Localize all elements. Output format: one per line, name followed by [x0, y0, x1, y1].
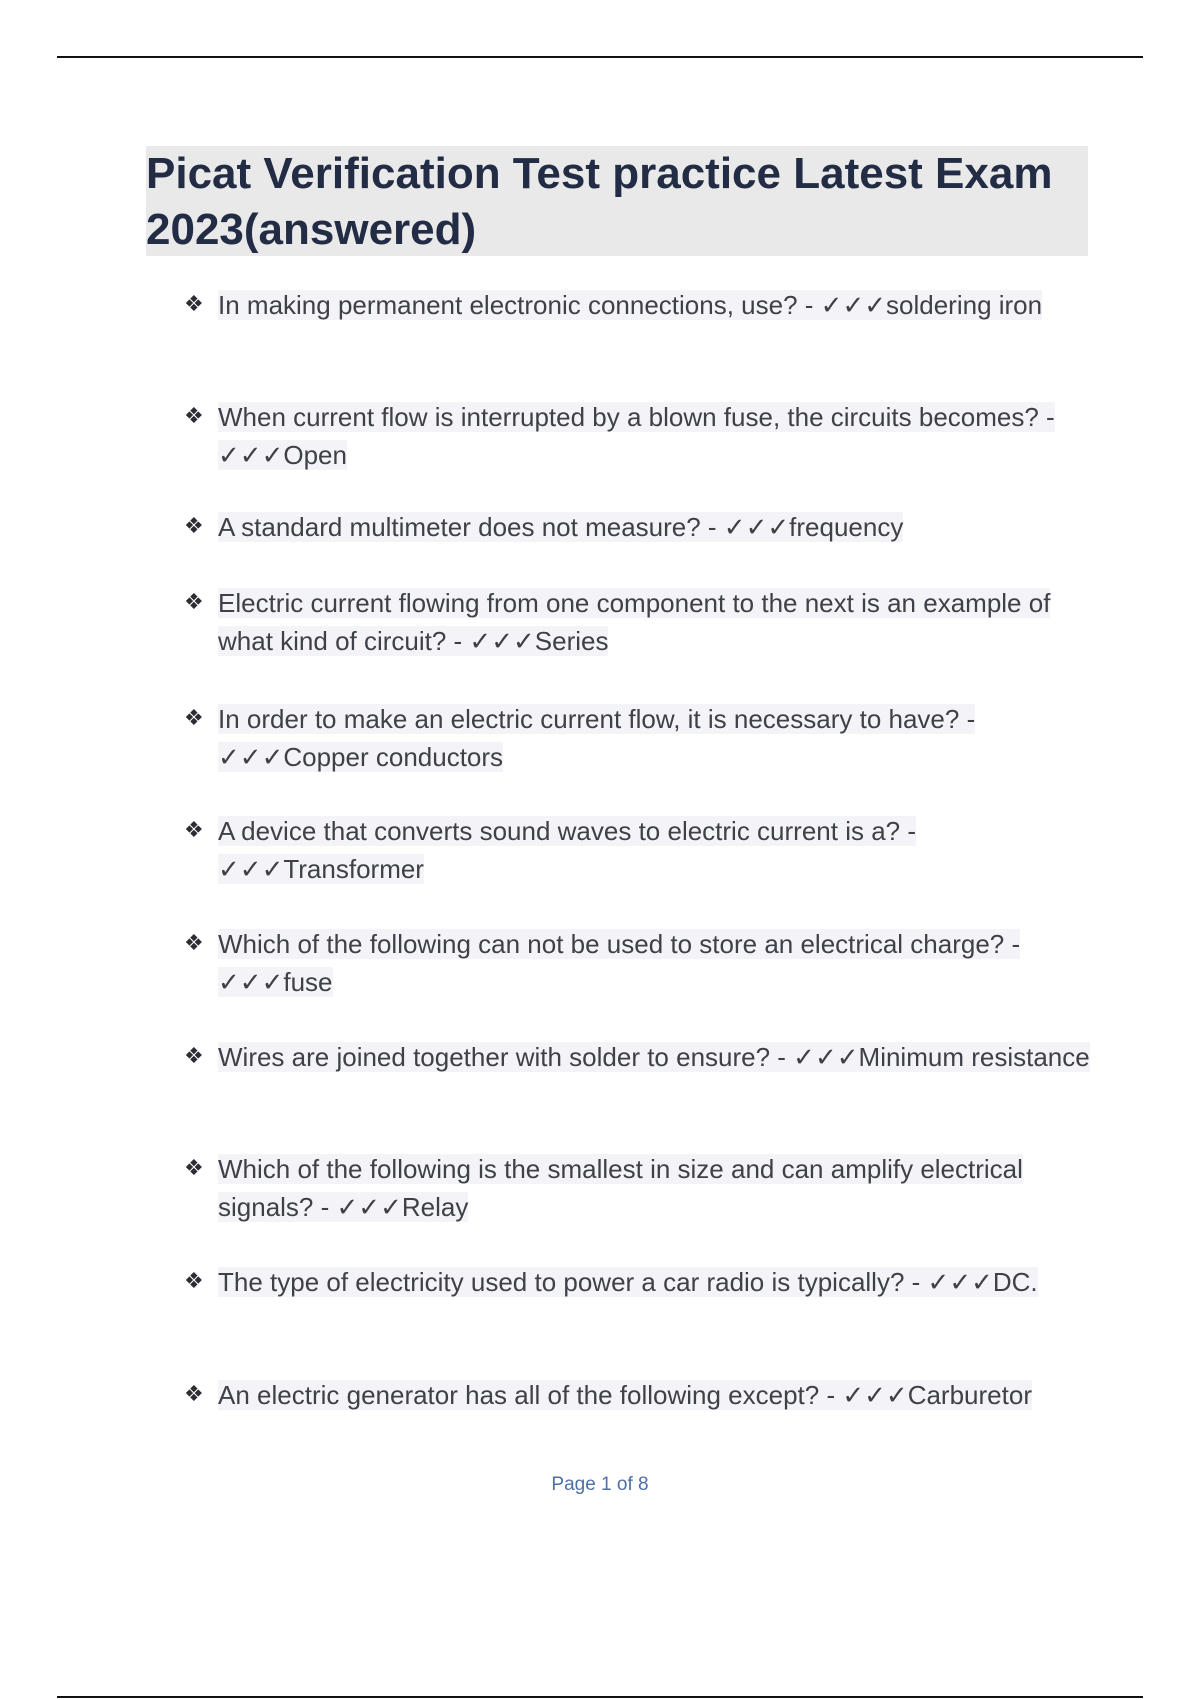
qa-text: Which of the following can not be used to store an electrical charge? - ✓✓✓fuse — [218, 929, 1021, 997]
diamond-bullet-icon: ❖ — [184, 706, 204, 731]
diamond-bullet-icon: ❖ — [184, 931, 204, 956]
qa-text: Wires are joined together with solder to ensure? - ✓✓✓Minimum resistance — [218, 1042, 1090, 1072]
bottom-rule — [57, 1696, 1143, 1698]
title-box — [146, 146, 1088, 256]
diamond-bullet-icon: ❖ — [184, 1382, 204, 1407]
qa-text: Which of the following is the smallest in size and can amplify electrical signals? - ✓✓✓Relay — [218, 1154, 1023, 1222]
qa-text: When current flow is interrupted by a blown fuse, the circuits becomes? - ✓✓✓Open — [218, 402, 1055, 470]
diamond-bullet-icon: ❖ — [184, 1269, 204, 1294]
top-rule — [57, 56, 1143, 58]
qa-text: A device that converts sound waves to electric current is a? - ✓✓✓Transformer — [218, 816, 917, 884]
diamond-bullet-icon: ❖ — [184, 1044, 204, 1069]
diamond-bullet-icon: ❖ — [184, 1156, 204, 1181]
document-title: Picat Verification Test practice Latest Exam 2023(answered) — [146, 149, 1053, 254]
qa-text: A standard multimeter does not measure? - ✓✓✓frequency — [218, 512, 904, 542]
diamond-bullet-icon: ❖ — [184, 514, 204, 539]
qa-text: In making permanent electronic connections, use? - ✓✓✓soldering iron — [218, 290, 1043, 320]
qa-text: Electric current flowing from one component to the next is an example of what kind of circuit? - ✓✓✓Series — [218, 588, 1051, 656]
diamond-bullet-icon: ❖ — [184, 404, 204, 429]
qa-text: An electric generator has all of the following except? - ✓✓✓Carburetor — [218, 1380, 1032, 1410]
page-number: Page 1 of 8 — [551, 1474, 649, 1495]
diamond-bullet-icon: ❖ — [184, 818, 204, 843]
diamond-bullet-icon: ❖ — [184, 590, 204, 615]
diamond-bullet-icon: ❖ — [184, 292, 204, 317]
qa-text: The type of electricity used to power a car radio is typically? - ✓✓✓DC. — [218, 1267, 1038, 1297]
qa-text: In order to make an electric current flow, it is necessary to have? - ✓✓✓Copper conductors — [218, 704, 976, 772]
